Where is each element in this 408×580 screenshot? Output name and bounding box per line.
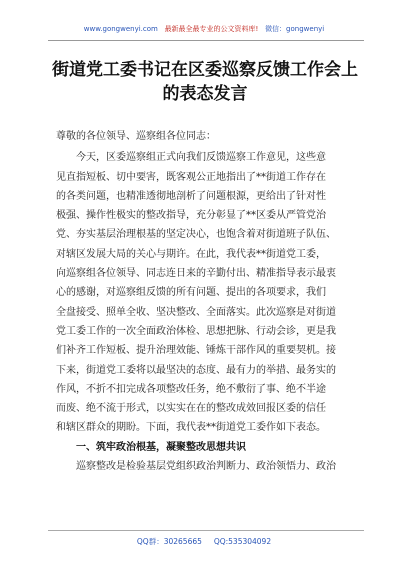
- document-body: [56, 127, 358, 476]
- body-line: 的各类问题，也精准透彻地剖析了问题根源，更给出了针对性: [56, 190, 326, 202]
- salutation: 尊敬的各位领导、巡察组各位同志：: [56, 131, 216, 142]
- document-title: [44, 58, 366, 106]
- body-line: 巡察整改是检验基层党组织政治判断力、政治领悟力、政治: [76, 461, 336, 473]
- body-line: 作风，不折不扣完成各项整改任务，绝不敷衍了事、绝不半途: [56, 383, 326, 395]
- footer-qq: QQ:535304092: [213, 537, 272, 546]
- title-line-2: 的表态发言: [162, 84, 248, 104]
- page-header: [0, 24, 408, 34]
- body-line: 极强、操作性极实的整改指导，充分彰显了**区委从严管党治: [56, 210, 326, 222]
- footer-qq-group: QQ群：30265665: [136, 537, 202, 546]
- body-line: 见直指短板、切中要害，既客观公正地指出了**街道工作存在: [56, 171, 326, 183]
- body-line: 们补齐工作短板、提升治理效能、锤炼干部作风的重要契机。接: [56, 345, 336, 357]
- body-line: 和辖区群众的期盼。下面，我代表**街道党工委作如下表态。: [56, 422, 326, 434]
- body-line: 心的感谢，对巡察组反馈的所有问题、提出的各项要求，我们: [56, 287, 326, 299]
- body-line: 下来，街道党工委将以最坚决的态度、最有力的举措、最务实的: [56, 364, 336, 376]
- footer-divider: [48, 530, 364, 531]
- header-divider: [48, 40, 364, 41]
- section-heading: 一、筑牢政治根基，凝聚整改思想共识: [76, 441, 246, 453]
- body-line: 向巡察组各位领导、同志连日来的辛勤付出、精准指导表示最衷: [56, 268, 336, 280]
- header-website[interactable]: www.gongwenyi.com: [83, 25, 158, 33]
- body-line: 党工委工作的一次全面政治体检、思想把脉、行动会诊，更是我: [56, 325, 336, 337]
- body-line: 今天，区委巡察组正式向我们反馈巡察工作意见，这些意: [76, 152, 326, 164]
- body-line: 对辖区发展大局的关心与期许。在此，我代表**街道党工委，: [56, 248, 326, 260]
- header-slogan: 最新最全最专业的公文资料库!: [164, 25, 259, 33]
- body-line: 全盘接受、照单全收、坚决整改、全面落实。此次巡察是对街道: [56, 306, 336, 318]
- title-line-1: 街道党工委书记在区委巡察反馈工作会上: [52, 60, 358, 80]
- body-line: 党、夯实基层治理根基的坚定决心，也饱含着对街道班子队伍、: [56, 229, 336, 241]
- header-wechat: 微信：gongwenyi: [265, 25, 325, 33]
- body-line: 而废、绝不流于形式，以实实在在的整改成效回报区委的信任: [56, 403, 326, 415]
- page-footer: [0, 537, 408, 547]
